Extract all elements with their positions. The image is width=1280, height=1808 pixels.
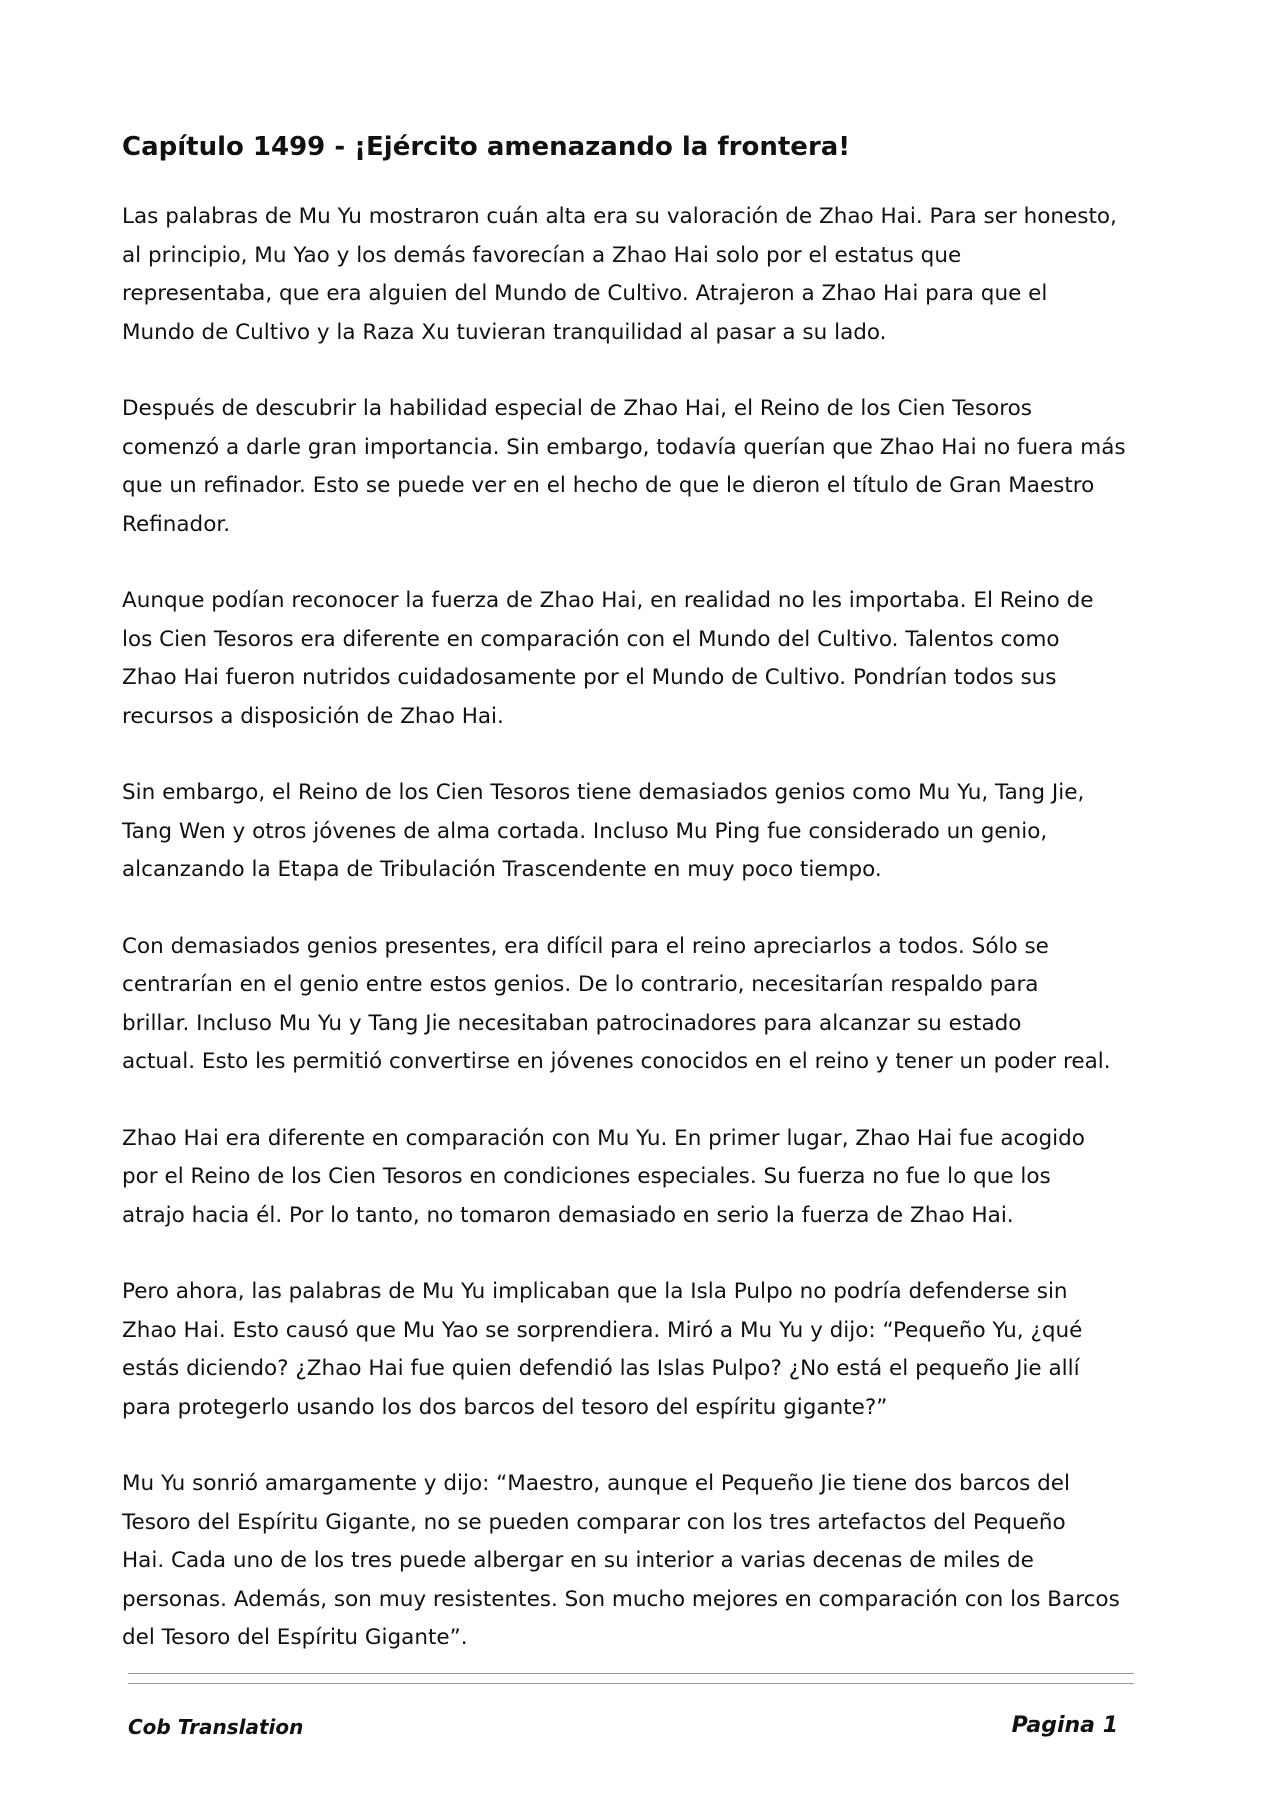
text-line: Zhao Hai. Esto causó que Mu Yao se sorprendiera. Miró a Mu Yu y dijo: “Pequeño Yu, ¿qué xyxy=(122,1317,1083,1343)
paragraph xyxy=(122,1465,1142,1658)
paragraph xyxy=(122,928,1142,1082)
text-line: por el Reino de los Cien Tesoros en condiciones especiales. Su fuerza no fue lo que los xyxy=(122,1164,1051,1189)
text-line: Las palabras de Mu Yu mostraron cuán alta era su valoración de Zhao Hai. Para ser honesto, xyxy=(122,204,1117,229)
text-line: Hai. Cada uno de los tres puede albergar en su interior a varias decenas de miles de xyxy=(122,1548,1034,1573)
footer-divider-bottom xyxy=(128,1683,1134,1684)
text-line: Sin embargo, el Reino de los Cien Tesoros tiene demasiados genios como Mu Yu, Tang Jie, xyxy=(122,780,1085,805)
text-line: centrarían en el genio entre estos genios. De lo contrario, necesitarían respaldo para xyxy=(122,972,1039,997)
footer-divider-top xyxy=(128,1673,1134,1674)
text-line: alcanzando la Etapa de Tribulación Trascendente en muy poco tiempo. xyxy=(122,857,882,882)
document-body xyxy=(122,118,1142,1696)
text-line: Pero ahora, las palabras de Mu Yu implicaban que la Isla Pulpo no podría defenderse sin xyxy=(122,1279,1068,1304)
paragraph xyxy=(122,198,1142,352)
text-line: Refinador. xyxy=(122,511,231,537)
text-line: Con demasiados genios presentes, era difícil para el reino apreciarlos a todos. Sólo se xyxy=(122,933,1049,959)
text-line: del Tesoro del Espíritu Gigante”. xyxy=(122,1625,468,1650)
text-line: Zhao Hai era diferente en comparación con Mu Yu. En primer lugar, Zhao Hai fue acogido xyxy=(122,1125,1085,1151)
text-line: atrajo hacia él. Por lo tanto, no tomaron demasiado en serio la fuerza de Zhao Hai. xyxy=(122,1202,1014,1228)
footer-page-number: Pagina 1 xyxy=(1011,1713,1118,1738)
text-line: Aunque podían reconocer la fuerza de Zhao Hai, en realidad no les importaba. El Reino de xyxy=(122,588,1094,613)
chapter-title: Capítulo 1499 - ¡Ejército amenazando la frontera! xyxy=(122,132,851,162)
text-line: estás diciendo? ¿Zhao Hai fue quien defendió las Islas Pulpo? ¿No está el pequeño Jie allí xyxy=(122,1356,1080,1381)
text-line: Después de descubrir la habilidad especial de Zhao Hai, el Reino de los Cien Tesoros xyxy=(122,396,1032,421)
text-line: comenzó a darle gran importancia. Sin embargo, todavía querían que Zhao Hai no fuera más xyxy=(122,434,1126,460)
text-line: los Cien Tesoros era diferente en comparación con el Mundo del Cultivo. Talentos como xyxy=(122,626,1060,652)
text-line: representaba, que era alguien del Mundo de Cultivo. Atrajeron a Zhao Hai para que el xyxy=(122,281,1048,306)
text-line: brillar. Incluso Mu Yu y Tang Jie necesitaban patrocinadores para alcanzar su estado xyxy=(122,1010,1022,1036)
footer-translator-credit: Cob Translation xyxy=(128,1715,304,1739)
paragraph xyxy=(122,582,1142,736)
text-line: actual. Esto les permitió convertirse en jóvenes conocidos en el reino y tener un poder real. xyxy=(122,1049,1111,1074)
paragraph xyxy=(122,390,1142,544)
text-line: para protegerlo usando los dos barcos del tesoro del espíritu gigante?” xyxy=(122,1394,888,1420)
text-line: al principio, Mu Yao y los demás favorecían a Zhao Hai solo por el estatus que xyxy=(122,242,962,268)
text-line: Mundo de Cultivo y la Raza Xu tuvieran tranquilidad al pasar a su lado. xyxy=(122,319,887,345)
text-line: Tang Wen y otros jóvenes de alma cortada. Incluso Mu Ping fue considerado un genio, xyxy=(122,818,1048,844)
text-line: personas. Además, son muy resistentes. Son mucho mejores en comparación con los Barcos xyxy=(122,1586,1120,1612)
text-line: que un refinador. Esto se puede ver en el hecho de que le dieron el título de Gran Maestro xyxy=(122,473,1095,498)
paragraph xyxy=(122,1273,1142,1427)
paragraph xyxy=(122,1120,1142,1236)
paragraph xyxy=(122,774,1142,890)
text-line: Mu Yu sonrió amargamente y dijo: “Maestro, aunque el Pequeño Jie tiene dos barcos del xyxy=(122,1471,1071,1496)
text-line: Zhao Hai fueron nutridos cuidadosamente por el Mundo de Cultivo. Pondrían todos sus xyxy=(122,665,1057,690)
text-line: Tesoro del Espíritu Gigante, no se pueden comparar con los tres artefactos del Pequeño xyxy=(122,1509,1066,1535)
text-line: recursos a disposición de Zhao Hai. xyxy=(122,703,504,729)
